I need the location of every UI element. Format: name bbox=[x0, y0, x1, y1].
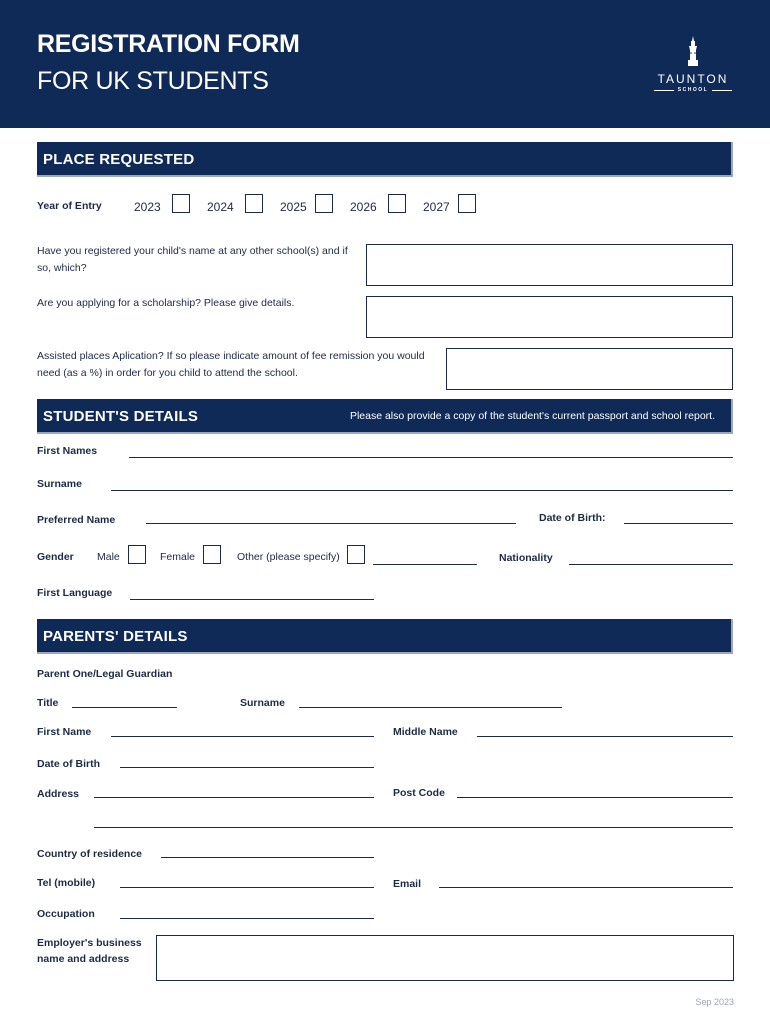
assisted-places-question: Assisted places Aplication? If so please indicate amount of fee remission you would need (as a %) in order for you child to attend the school. bbox=[37, 350, 425, 379]
logo-name: TAUNTON bbox=[657, 72, 729, 86]
scholarship-question: Are you applying for a scholarship? Please give details. bbox=[37, 297, 295, 309]
preferred-name-field[interactable] bbox=[146, 523, 516, 524]
tel-field[interactable] bbox=[120, 887, 374, 888]
parent-one-heading: Parent One/Legal Guardian bbox=[37, 668, 173, 680]
surname-field[interactable] bbox=[111, 490, 733, 491]
male-checkbox[interactable] bbox=[128, 545, 146, 564]
form-subtitle: FOR UK STUDENTS bbox=[37, 67, 269, 95]
female-label: Female bbox=[160, 551, 196, 563]
school-logo bbox=[650, 36, 736, 96]
surname-label: Surname bbox=[37, 478, 82, 490]
email-label: Email bbox=[393, 878, 422, 890]
post-code-field[interactable] bbox=[457, 797, 733, 798]
other-school-question: Have you registered your child's name at any other school(s) and if so, which? bbox=[37, 245, 348, 274]
first-names-label: First Names bbox=[37, 445, 98, 457]
year-2025-label: 2025 bbox=[280, 200, 307, 214]
logo-rule-right bbox=[712, 90, 732, 91]
year-2026-label: 2026 bbox=[350, 200, 377, 214]
country-label: Country of residence bbox=[37, 848, 143, 860]
preferred-name-label: Preferred Name bbox=[37, 514, 116, 526]
address-field-line2[interactable] bbox=[94, 827, 733, 828]
parent-surname-field[interactable] bbox=[299, 707, 562, 708]
section-students-details bbox=[37, 399, 733, 434]
year-of-entry-label: Year of Entry bbox=[37, 200, 102, 212]
nationality-field[interactable] bbox=[569, 564, 733, 565]
address-label: Address bbox=[37, 788, 80, 800]
other-gender-field[interactable] bbox=[373, 564, 477, 565]
middle-name-field[interactable] bbox=[477, 736, 733, 737]
section-heading: PARENTS' DETAILS bbox=[43, 628, 188, 645]
country-field[interactable] bbox=[161, 857, 374, 858]
section-parents-details bbox=[37, 619, 733, 654]
year-2027-label: 2027 bbox=[423, 200, 450, 214]
logo-sub: SCHOOL bbox=[677, 87, 709, 93]
tel-label: Tel (mobile) bbox=[37, 877, 96, 889]
occupation-field[interactable] bbox=[120, 918, 374, 919]
email-field[interactable] bbox=[439, 887, 733, 888]
year-2024-checkbox[interactable] bbox=[245, 194, 263, 213]
passport-note: Please also provide a copy of the student's current passport and school report. bbox=[349, 410, 715, 422]
year-2024-label: 2024 bbox=[207, 200, 234, 214]
occupation-label: Occupation bbox=[37, 908, 95, 920]
form-title: REGISTRATION FORM bbox=[37, 30, 300, 58]
first-name-label: First Name bbox=[37, 726, 92, 738]
first-language-field[interactable] bbox=[130, 599, 374, 600]
section-place-requested bbox=[37, 142, 733, 177]
year-2026-checkbox[interactable] bbox=[388, 194, 406, 213]
year-2027-checkbox[interactable] bbox=[458, 194, 476, 213]
section-heading: PLACE REQUESTED bbox=[43, 151, 195, 168]
middle-name-label: Middle Name bbox=[393, 726, 458, 738]
title-field[interactable] bbox=[72, 707, 177, 708]
year-2023-label: 2023 bbox=[134, 200, 161, 214]
scholarship-field[interactable] bbox=[366, 296, 733, 338]
gender-label: Gender bbox=[37, 551, 74, 563]
dob-label: Date of Birth: bbox=[539, 512, 606, 524]
nationality-label: Nationality bbox=[499, 552, 553, 564]
parent-dob-label: Date of Birth bbox=[37, 758, 100, 770]
header-banner bbox=[0, 0, 770, 128]
first-name-field[interactable] bbox=[111, 736, 374, 737]
other-gender-label: Other (please specify) bbox=[237, 551, 340, 563]
employer-label: Employer's business name and address bbox=[37, 937, 142, 965]
year-2023-checkbox[interactable] bbox=[172, 194, 190, 213]
first-language-label: First Language bbox=[37, 587, 113, 599]
first-names-field[interactable] bbox=[129, 457, 733, 458]
female-checkbox[interactable] bbox=[203, 545, 221, 564]
other-school-field[interactable] bbox=[366, 244, 733, 286]
parent-dob-field[interactable] bbox=[120, 767, 374, 768]
male-label: Male bbox=[97, 551, 120, 563]
year-2025-checkbox[interactable] bbox=[315, 194, 333, 213]
parent-surname-label: Surname bbox=[240, 697, 285, 709]
address-field-line1[interactable] bbox=[94, 797, 374, 798]
other-gender-checkbox[interactable] bbox=[347, 545, 365, 564]
dob-field[interactable] bbox=[624, 523, 733, 524]
tower-icon bbox=[686, 36, 700, 66]
post-code-label: Post Code bbox=[393, 787, 445, 799]
employer-field[interactable] bbox=[156, 935, 734, 981]
assisted-places-field[interactable] bbox=[446, 348, 733, 390]
section-heading: STUDENT'S DETAILS bbox=[43, 408, 199, 425]
footer-date: Sep 2023 bbox=[695, 997, 734, 1007]
title-label: Title bbox=[37, 697, 59, 709]
